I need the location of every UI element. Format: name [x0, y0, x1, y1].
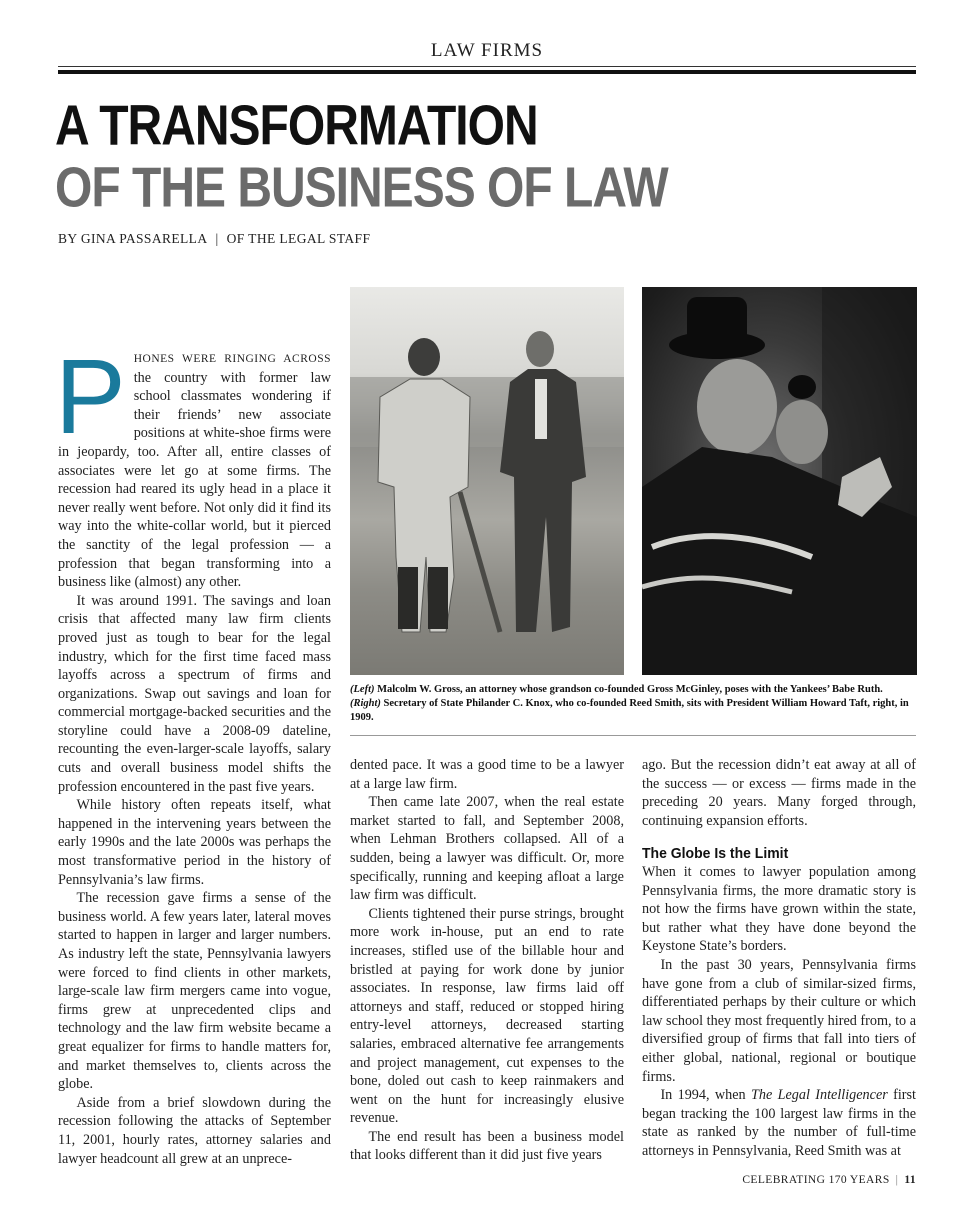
article-text: In 1994, when: [660, 1087, 751, 1104]
article-paragraph: While history often repeats itself, what happened in the intervening years between the early 1990s and the late 2000s was perhaps the most transformative period in the history of Pennsylvania’s law firms.: [58, 797, 331, 888]
caption-right-text: Secretary of State Philander C. Knox, who co-founded Reed Smith, sits with President William Howard Taft, right, in 1909.: [350, 698, 909, 723]
article-paragraph: Then came late 2007, when the real estate market started to fall, and September 2008, when Lehman Brothers collapsed. All of a sudden, being a lawyer was difficult. Or, more specifically, running and keeping afloat a large law firm was difficult.: [350, 794, 624, 904]
footer-text: CELEBRATING 170 YEARS: [742, 1174, 890, 1186]
article-column-3: [642, 756, 916, 1160]
article-text: first began tracking the 100 largest law firms in the state as ranked by the number of full-time attorneys in Pennsylvania, Reed Smith was at: [642, 1087, 916, 1159]
caption-right-label: (Right): [350, 698, 381, 709]
page-number: 11: [904, 1174, 916, 1186]
caption-rule: [350, 735, 916, 736]
article-paragraph: [642, 1086, 916, 1160]
article-column-1: [55, 338, 331, 1168]
section-heading: LAW FIRMS: [430, 40, 544, 61]
staff-label: OF THE LEGAL STAFF: [226, 231, 371, 246]
article-column-2: [350, 756, 624, 1165]
headline-line-2: OF THE BUSINESS OF LAW: [55, 157, 668, 220]
article-paragraph: The end result has been a business model that looks different than it did just five years: [350, 1128, 624, 1164]
page-footer: [742, 1174, 916, 1186]
article-paragraph: In the past 30 years, Pennsylvania firms have gone from a club of similar-sized firms, differentiated perhaps by their culture or which law school they most frequently hired from, to a diversified group of firms that fall into tiers of either global, national, regional or boutique firms.: [642, 956, 916, 1085]
header-rule-thick: [58, 70, 916, 74]
article-paragraph: Aside from a brief slowdown during the recession following the attacks of September 11, 2001, hourly rates, attorney salaries and lawyer headcount all grew at an unprece-: [58, 1094, 331, 1167]
author-name: BY GINA PASSARELLA: [58, 231, 208, 246]
caption-left-label: (Left): [350, 684, 375, 695]
article-paragraph: [55, 338, 331, 592]
lead-in-smallcaps: HONES WERE RINGING ACROSS: [133, 353, 331, 365]
byline: [58, 231, 370, 247]
photo-knox-and-taft: [642, 287, 917, 675]
footer-separator: |: [895, 1174, 899, 1186]
drop-cap: P: [55, 338, 126, 456]
article-paragraph: Clients tightened their purse strings, brought more work in-house, put an end to rate increases, stifled use of the billable hour and bristled at paying for work done by junior associates. In response, law firms laid off attorneys and staff, reduced or stopped hiring entry-level attorneys, decreased starting salaries, embraced alternative fee arrangements and project management, cut expenses to the bone, doled out cash to keep rainmakers and went on the hunt for increasingly elusive revenue.: [350, 905, 624, 1127]
caption-left-text: Malcolm W. Gross, an attorney whose grandson co-founded Gross McGinley, poses with the Yankees’ Babe Ruth.: [374, 684, 883, 695]
publication-name: The Legal Intelligencer: [750, 1087, 888, 1104]
article-paragraph: When it comes to lawyer population among Pennsylvania firms, the more dramatic story is not how the firms have grown within the state, but rather what they have done beyond the Keystone State’s borders.: [642, 863, 916, 955]
lead-paragraph-text: the country with former law school classmates wondering if their friends’ new associate positions at white-shoe firms were in jeopardy, too. After all, entire classes of associates were let go at some firms. The recession had reared its ugly head in a place it never really went before. Not only did it find its way into the white-collar world, but it pierced the sanctity of the legal profession — a profession that began transforming into a business like (almost) any other.: [58, 369, 331, 591]
photo-caption: [350, 683, 916, 725]
byline-separator: |: [215, 231, 219, 246]
article-paragraph: dented pace. It was a good time to be a lawyer at a large law firm.: [350, 757, 624, 792]
article-paragraph: The recession gave firms a sense of the business world. A few years later, lateral moves started to happen in larger and larger numbers. As industry left the state, Pennsylvania lawyers were forced to find clients in other markets, large-scale law firm mergers came into vogue, firms grew at unprecedented clips and technology and the law firm website became a great equalizer for firms to handle matters for, and market themselves to, clients across the globe.: [58, 890, 331, 1093]
photo-gross-and-ruth: [350, 287, 624, 675]
header-rule-thin: [58, 66, 916, 67]
headline-line-1: A TRANSFORMATION: [55, 95, 538, 158]
subheading: The Globe Is the Limit: [642, 844, 789, 862]
article-paragraph: ago. But the recession didn’t eat away at all of the success — or excess — firms made in the preceding 20 years. Many forged through, continuing expansion efforts.: [642, 757, 916, 829]
article-paragraph: It was around 1991. The savings and loan crisis that affected many law firm clients proved just as tough to bear for the legal industry, which for the first time faced mass layoffs across a spectrum of firms and organizations. Swap out savings and loan for commercial mortgage-backed securities and the storyline could have a 2008-09 dateline, recounting the even-larger-scale layoffs, salary cuts and overall business model shifts the profession encountered in the past five years.: [58, 592, 331, 795]
